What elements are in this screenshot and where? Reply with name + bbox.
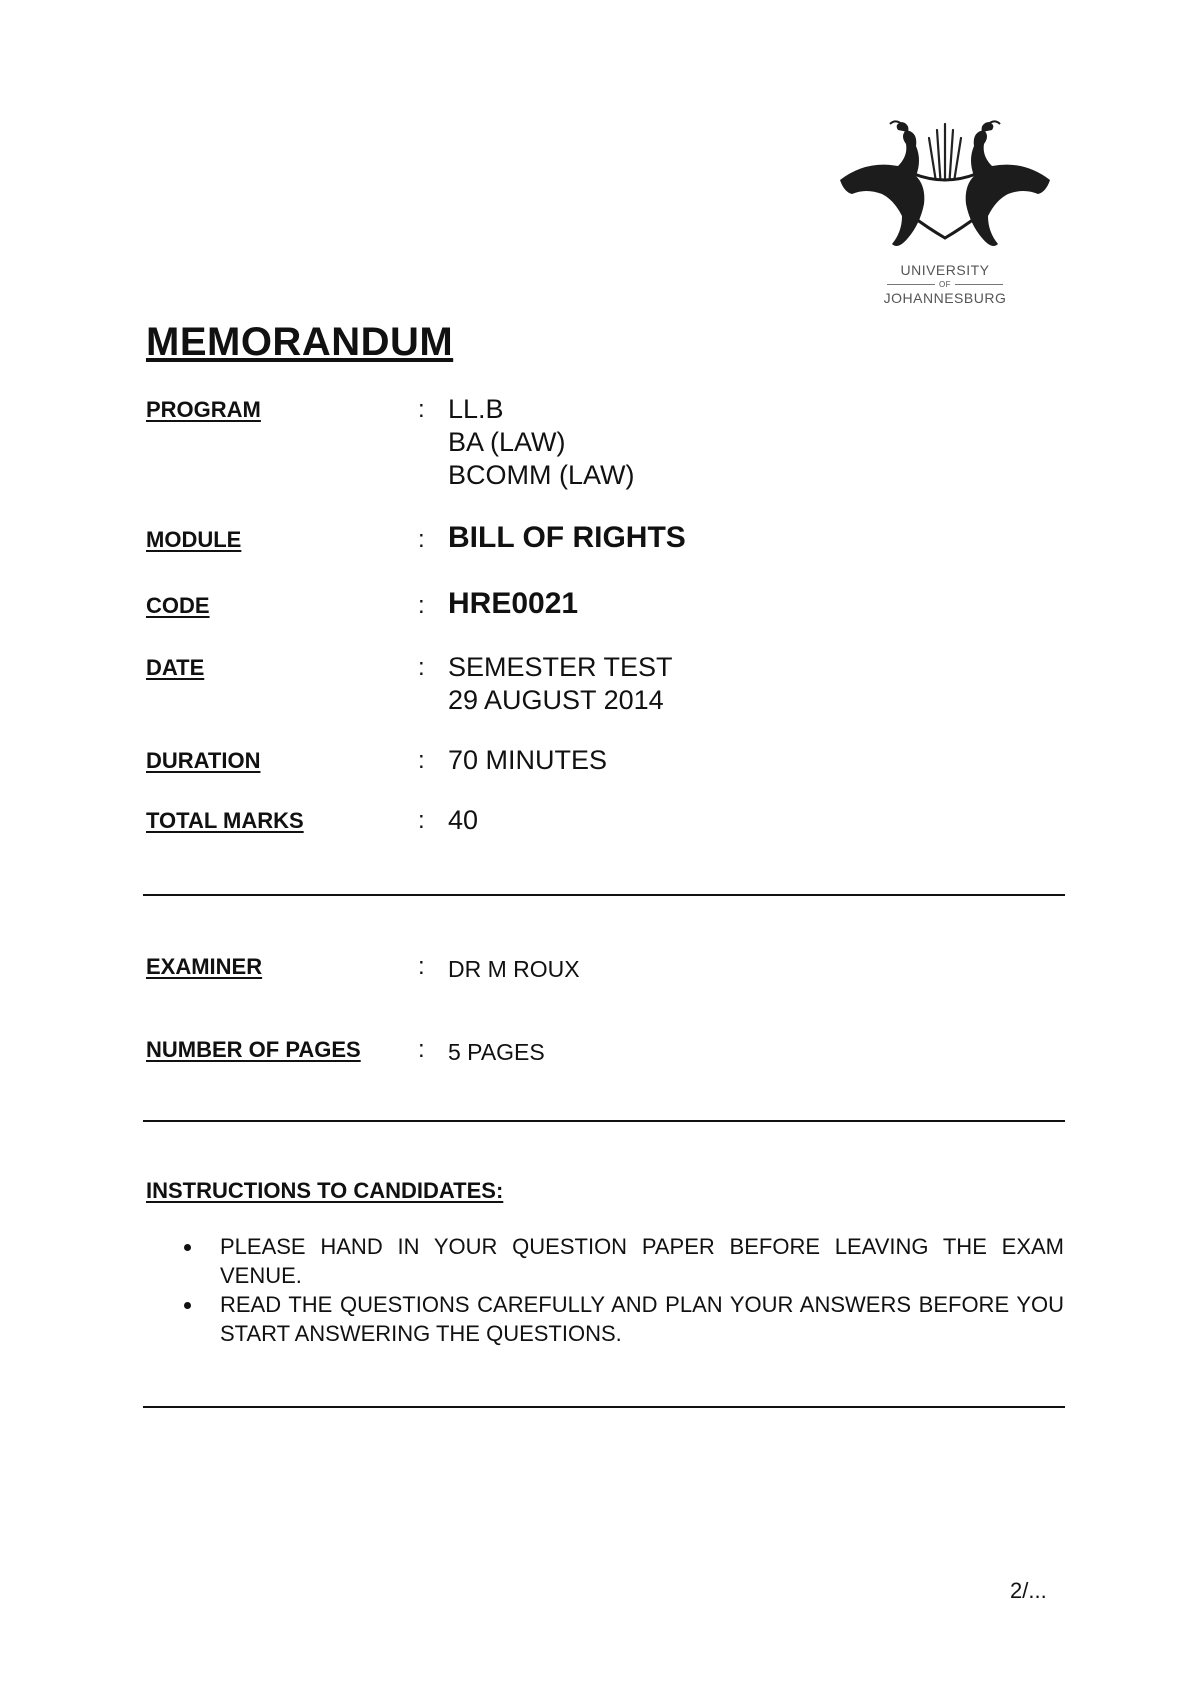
- instruction-text: PLEASE HAND IN YOUR QUESTION PAPER BEFORE LEAVING THE EXAM VENUE.: [220, 1234, 1064, 1288]
- duration-separator: :: [418, 747, 425, 774]
- divider-1: [143, 894, 1065, 896]
- code-separator: :: [418, 592, 425, 619]
- program-value-2: BA (LAW): [448, 427, 566, 457]
- divider-2: [143, 1120, 1065, 1122]
- pages-label: NUMBER OF PAGES: [146, 1037, 361, 1062]
- module-label: MODULE: [146, 527, 242, 552]
- examiner-label: EXAMINER: [146, 954, 263, 979]
- pages-value: 5 PAGES: [448, 1039, 545, 1065]
- university-of-johannesburg-crest-icon: [836, 116, 1054, 256]
- bullet-icon: [184, 1302, 191, 1309]
- bullet-icon: [184, 1244, 191, 1251]
- date-label: DATE: [146, 655, 205, 680]
- program-values: [448, 393, 634, 492]
- logo-text-johannesburg: JOHANNESBURG: [883, 290, 1007, 306]
- instruction-item: [146, 1290, 1064, 1348]
- instructions-heading: INSTRUCTIONS TO CANDIDATES:: [146, 1178, 504, 1203]
- duration-value: 70 MINUTES: [448, 745, 608, 775]
- page-title: MEMORANDUM: [146, 320, 454, 364]
- total-marks-separator: :: [418, 807, 425, 834]
- program-value-3: BCOMM (LAW): [448, 460, 635, 490]
- pages-separator: :: [418, 1036, 425, 1063]
- module-value: BILL OF RIGHTS: [448, 521, 686, 554]
- logo-text-university: UNIVERSITY: [900, 262, 990, 278]
- instructions-list: [146, 1232, 1064, 1348]
- total-marks-label: TOTAL MARKS: [146, 808, 304, 833]
- logo-text-of: OF: [836, 280, 1054, 289]
- program-label: PROGRAM: [146, 397, 261, 422]
- duration-label: DURATION: [146, 748, 261, 773]
- examiner-separator: :: [418, 953, 425, 980]
- university-logo: [836, 116, 1054, 316]
- divider-3: [143, 1406, 1065, 1408]
- instruction-item: [146, 1232, 1064, 1290]
- page-continuation-marker: 2/...: [1010, 1578, 1047, 1603]
- code-value: HRE0021: [448, 587, 579, 620]
- date-value-2: 29 AUGUST 2014: [448, 685, 664, 715]
- module-separator: :: [418, 526, 425, 553]
- instruction-text: READ THE QUESTIONS CAREFULLY AND PLAN YOUR ANSWERS BEFORE YOU START ANSWERING THE QUESTIONS.: [220, 1292, 1064, 1346]
- total-marks-value: 40: [448, 805, 479, 835]
- program-value-1: LL.B: [448, 394, 504, 424]
- examiner-value: DR M ROUX: [448, 956, 580, 982]
- date-separator: :: [418, 654, 425, 681]
- date-value-1: SEMESTER TEST: [448, 652, 673, 682]
- code-label: CODE: [146, 593, 210, 618]
- date-values: [448, 651, 673, 717]
- program-separator: :: [418, 396, 425, 423]
